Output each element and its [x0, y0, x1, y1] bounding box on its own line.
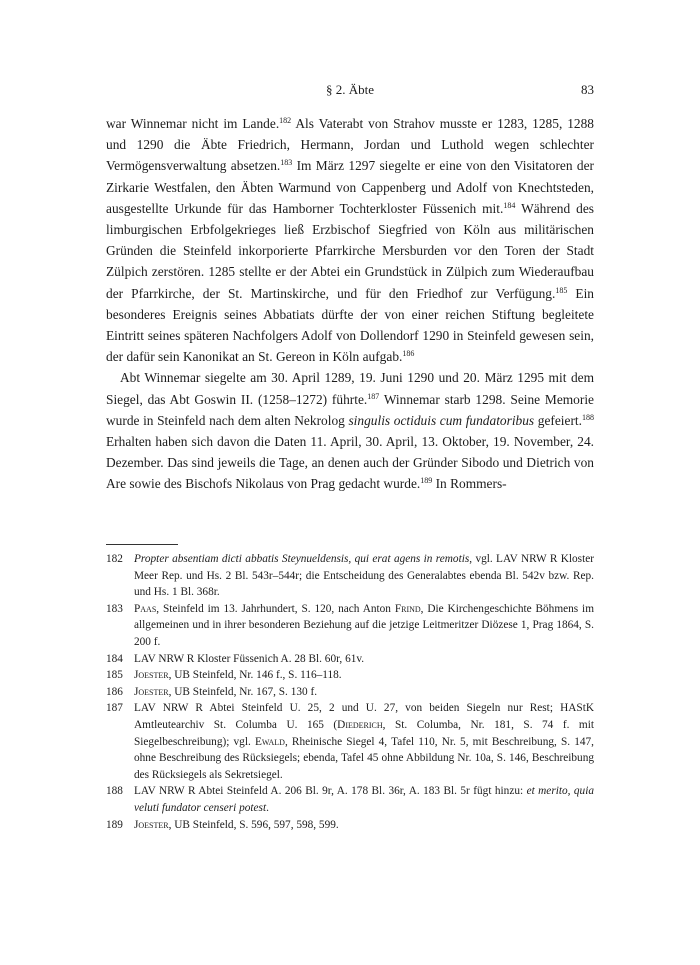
author-name: Frind [394, 602, 421, 615]
footnote-text [134, 785, 594, 814]
text-run: LAV NRW R Abtei Steinfeld U. 25, 2 und U. 27, von beiden Siegeln nur Rest; HAStK Amtleutearchiv St. Columba U. 165 ( [134, 702, 594, 731]
text-run: Als Vaterabt von Strahov musste er 1283, 1285, 1288 und 1290 die Äbte Friedrich, Hermann, Jordan und Luthold wegen schlechter Vermögensverwaltung absetzen. [106, 116, 594, 174]
text-run: , UB Steinfeld, Nr. 146 f., S. 116–118. [168, 669, 342, 682]
footnote-separator [106, 544, 178, 545]
footnote-number: 184 [106, 652, 123, 665]
text-run: LAV NRW R Abtei Steinfeld A. 206 Bl. 9r, A. 178 Bl. 36r, A. 183 Bl. 5r fügt hinzu: [134, 785, 527, 798]
footnote-ref: 187 [367, 391, 380, 401]
text-run: Erhalten haben sich davon die Daten 11. April, 30. April, 13. Oktober, 19. November, 24. Dezember. Das sind jeweils die Tage, an denen auch der Gründer Sibodo und Dietrich von Are sowie des Bischofs Nikolaus von Prag gedacht wurde. [106, 434, 594, 492]
footnote [106, 601, 594, 651]
footnote-ref: 183 [280, 158, 293, 168]
footnote-ref: 185 [555, 285, 568, 295]
text-run: , Die Kirchengeschichte Böhmens im allgemeinen und in ihrer besonderen Beziehung auf die jetzige Leitmeritzer Diözese 1, Prag 1864, S. 200 f. [134, 602, 594, 648]
footnote [106, 684, 594, 701]
main-text [106, 113, 594, 495]
text-run: , UB Steinfeld, Nr. 167, S. 130 f. [168, 685, 318, 698]
footnote-text [134, 702, 594, 780]
footnote-text [134, 603, 594, 648]
footnote [106, 551, 594, 601]
page-number: 83 [581, 82, 594, 97]
italic-text: Propter absentiam dicti abbatis Steynueldensis, qui erat agens in remotis [134, 553, 470, 565]
author-name: Paas [134, 602, 157, 615]
text-run: , vgl. LAV NRW R Kloster Meer Rep. und Hs. 2 Bl. 543r–544r; die Entscheidung des Generalabtes ebenda Bl. 542v bzw. Rep. und Hs. 1 Bl. 368r. [134, 553, 594, 599]
text-run: Während des limburgischen Erbfolgekrieges ließ Erzbischof Siegfried von Köln aus militärischen Gründen die Steinfeld inkorporierte Pfarrkirche Mersburden vor den Toren der Stadt Zülpich zerstören. 1285 stellte er der Abtei ein Grundstück in Zülpich zum Wiederaufbau der Pfarrkirche, der St. Martinskirche, und für den Friedhof zur Verfügung. [106, 200, 594, 301]
text-run: gefeiert. [534, 412, 583, 428]
footnote [106, 783, 594, 816]
footnote [106, 667, 594, 684]
footnote-ref: 189 [420, 476, 433, 486]
footnote-number: 182 [106, 553, 123, 565]
text-run: , St. Columba, Nr. 181, S. 74 f. mit Siegelbeschreibung); vgl. [134, 718, 594, 748]
footnote-text [134, 686, 317, 698]
footnote [106, 700, 594, 783]
footnote-ref: 182 [279, 116, 292, 125]
text-run: , UB Steinfeld, S. 596, 597, 598, 599. [168, 818, 339, 831]
text-run: , Steinfeld im 13. Jahrhundert, S. 120, nach Anton [156, 602, 395, 615]
footnotes [106, 551, 594, 833]
text-run: war Winnemar nicht im Lande. [106, 116, 280, 131]
footnote [106, 651, 594, 668]
footnote-text [134, 653, 364, 665]
footnote-text [134, 553, 594, 598]
text-run: Ein besonderes Ereignis seines Abbatiats dürfte der von einer reichen Stiftung begleitete Eintritt seines späteren Nachfolgers Adolf von Dollendorf 1290 in Steinfeld gewesen sein, der dafür sein Kanonikat an St. Gereon in Köln aufgab. [106, 285, 594, 365]
footnote-text [134, 819, 339, 831]
running-header [106, 80, 594, 100]
footnote-text [134, 669, 342, 681]
footnote-number: 189 [106, 818, 123, 831]
footnote-ref: 186 [402, 349, 415, 359]
author-name: Ewald [254, 735, 285, 748]
footnote [106, 817, 594, 834]
italic-text: et merito, quia veluti fundator censeri potest [134, 785, 594, 814]
footnote-ref: 188 [582, 412, 595, 422]
footnote-number: 186 [106, 685, 123, 698]
text-run: . [266, 801, 269, 814]
footnote-number: 188 [106, 785, 123, 798]
author-name: Joester [134, 685, 169, 698]
footnote-number: 187 [106, 702, 123, 715]
paragraph [106, 113, 594, 367]
footnote-number: 183 [106, 602, 123, 615]
author-name: Joester [134, 818, 169, 831]
author-name: Diederich [337, 718, 383, 731]
text-run: LAV NRW R Kloster Füssenich A. 28 Bl. 60r, 61v. [134, 652, 365, 665]
footnote-ref: 184 [503, 200, 516, 210]
text-run: , Rheinische Siegel 4, Tafel 110, Nr. 5, mit Beschreibung, S. 147, ohne Beschreibung des Rücksiegels; ebenda, Tafel 45 ohne Abbildung Nr. 10a, S. 146, Beschreibung des Rücksiegels als Sekretsiegel. [134, 735, 594, 781]
text-run: In Rommers- [432, 476, 507, 492]
text-run: Abt Winnemar siegelte am 30. April 1289, 19. Juni 1290 und 20. März 1295 mit dem Siegel, das Abt Goswin II. (1258–1272) führte. [106, 370, 594, 407]
footnote-number: 185 [106, 669, 123, 682]
text-run: Im März 1297 siegelte er eine von den Visitatoren der Zirkarie Westfalen, den Äbten Warmund von Cappenberg und Adolf von Knechtsteden, ausgestellte Urkunde für das Hamborner Tochterkloster Füssenich mit. [106, 158, 594, 216]
text-run: Winnemar starb 1298. Seine Memorie wurde in Steinfeld nach dem alten Nekrolog [106, 391, 595, 428]
section-title: § 2. Äbte [325, 82, 375, 97]
paragraph [106, 367, 594, 494]
author-name: Joester [134, 669, 169, 682]
italic-text: singulis octiduis cum fundatoribus [348, 412, 535, 428]
